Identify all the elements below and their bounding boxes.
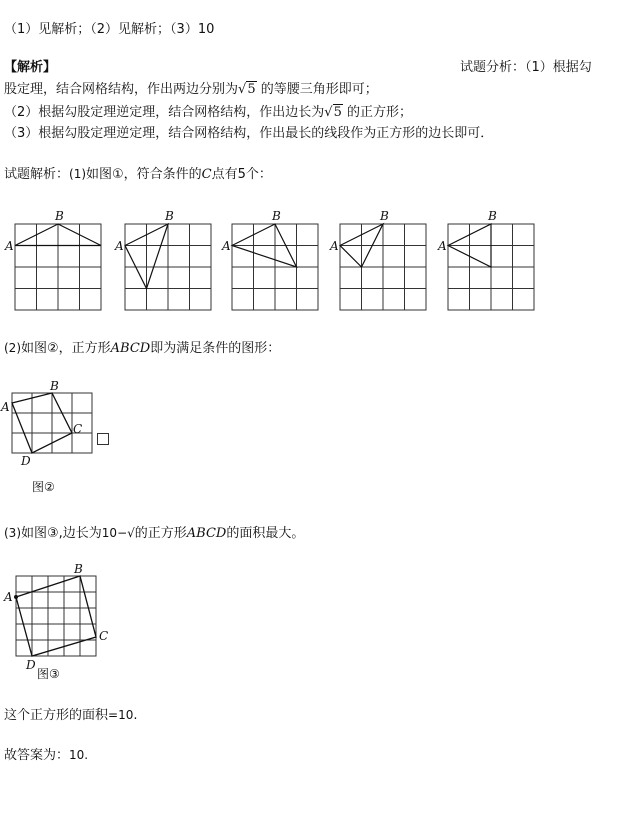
grid-1 <box>4 209 101 310</box>
analysis-line-2 <box>4 104 412 122</box>
label-a: A <box>222 239 231 253</box>
analysis-line-2-pre: （2）根据勾股定理逆定理，结合网格结构，作出边长为 <box>4 105 325 120</box>
label-c: C <box>99 629 109 643</box>
part-2-var: ABCD <box>110 341 151 356</box>
sqrt-radicand: 5 <box>247 82 256 97</box>
part-3-text-a: 如图③,边长为 <box>21 526 102 541</box>
grid-5 <box>437 209 534 310</box>
label-a: A <box>5 239 14 253</box>
analysis-line-2-post: 的正方形； <box>347 105 413 120</box>
part-3-text-b: 的正方形 <box>134 526 187 541</box>
part-1-number: (1) <box>69 167 87 181</box>
label-b: B <box>165 209 174 223</box>
placeholder-box <box>97 433 109 445</box>
label-a: A <box>115 239 124 253</box>
label-b: B <box>50 379 59 393</box>
analysis-line-1 <box>4 81 378 99</box>
sqrt-five: √5 <box>238 82 256 97</box>
part-2-number: (2) <box>4 341 21 355</box>
solution-part-1 <box>4 165 272 184</box>
final-text-a: 故答案为： <box>4 748 70 763</box>
analysis-tag: 【解析】 <box>4 60 57 75</box>
part-3-number: (3) <box>4 526 21 540</box>
analysis-right-label: 试题分析：（1）根据勾 <box>460 60 592 75</box>
part-1-var: C <box>201 167 212 182</box>
label-d: D <box>21 454 31 468</box>
part-2-text-b: 即为满足条件的图形： <box>150 341 281 356</box>
part-1-text-a: 如图①，符合条件的 <box>86 167 202 182</box>
label-b: B <box>488 209 497 223</box>
label-a: A <box>1 400 10 414</box>
figure-3-caption: 图③ <box>37 667 60 681</box>
grid-4 <box>329 209 426 310</box>
part-1-text-b: 点有5个： <box>211 167 272 182</box>
part-3-value: 10−√ <box>101 526 135 540</box>
sqrt-five: √5 <box>324 105 342 120</box>
figure-2 <box>0 378 130 498</box>
part-3-var: ABCD <box>186 526 227 541</box>
label-b: B <box>74 562 83 576</box>
figure-2-caption: 图② <box>32 480 55 494</box>
final-text-b: 10. <box>69 748 89 762</box>
solution-part-3 <box>4 524 304 543</box>
area-text-c: . <box>133 708 138 723</box>
figure-3 <box>0 560 130 685</box>
part-2-text-a: 如图②，正方形 <box>21 341 111 356</box>
answer-line: （1）见解析；（2）见解析；（3）10 <box>4 22 215 37</box>
final-answer <box>4 746 88 765</box>
area-text-b: =10 <box>108 708 134 722</box>
label-a: A <box>438 239 447 253</box>
area-line <box>4 706 137 725</box>
label-b: B <box>380 209 389 223</box>
solution-part-2 <box>4 339 280 358</box>
figure-1-grids <box>0 205 630 315</box>
part-3-text-c: 的面积最大。 <box>226 526 305 541</box>
grid-3 <box>221 209 318 310</box>
grid-2 <box>114 209 211 310</box>
label-a: A <box>330 239 339 253</box>
analysis-line-3: （3）根据勾股定理逆定理，结合网格结构，作出最长的线段作为正方形的边长即可． <box>4 126 494 141</box>
label-b: B <box>55 209 64 223</box>
analysis-line-1-pre: 股定理，结合网格结构，作出两边分别为 <box>4 82 239 97</box>
solution-intro: 试题解析： <box>4 167 70 182</box>
analysis-line-1-post: 的等腰三角形即可； <box>260 82 378 97</box>
sqrt-radicand: 5 <box>333 105 342 120</box>
label-d: D <box>26 658 36 672</box>
label-c: C <box>73 422 83 436</box>
label-b: B <box>272 209 281 223</box>
area-text-a: 这个正方形的面积 <box>4 708 109 723</box>
label-a: A <box>4 590 13 604</box>
